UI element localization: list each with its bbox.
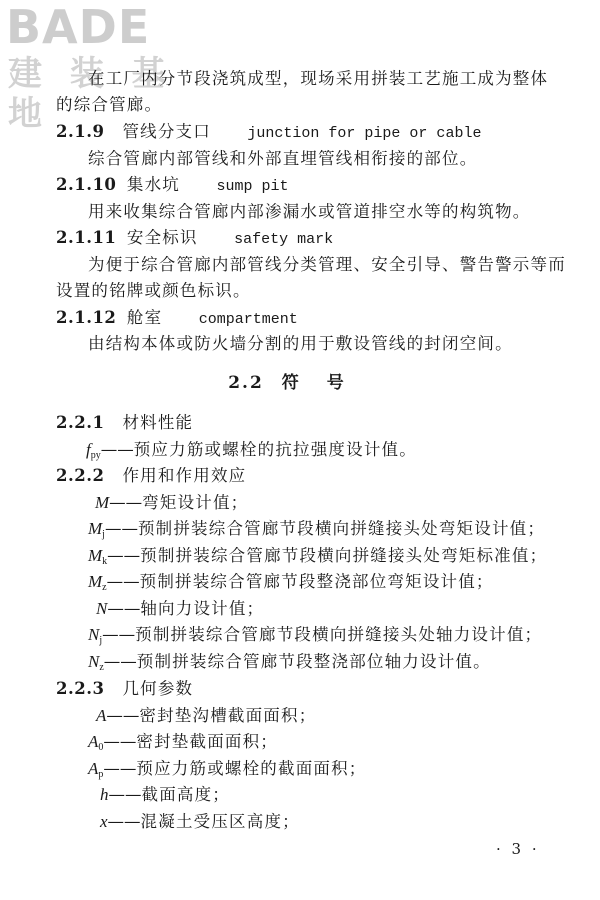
definition-term: 集水坑 xyxy=(126,175,180,194)
symbol: $N_z$ xyxy=(88,652,104,673)
definition-number: 2.1.9 xyxy=(56,122,105,141)
definition-term: 安全标识 xyxy=(126,228,198,247)
definition-heading xyxy=(56,305,298,333)
group-heading xyxy=(56,676,193,702)
symbol-dash: —— xyxy=(107,546,141,565)
group-title: 作用和作用效应 xyxy=(122,466,247,485)
symbol-description: 密封垫截面面积； xyxy=(136,732,278,751)
symbol-description: 预应力筋或螺栓的抗拉强度设计值。 xyxy=(133,440,417,459)
symbol-dash: —— xyxy=(103,652,137,671)
definition-desc: 由结构本体或防火墙分割的用于敷设管线的封闭空间。 xyxy=(88,334,513,353)
symbol-description: 预制拼装综合管廊节段整浇部位弯矩设计值； xyxy=(139,572,494,591)
section-heading xyxy=(0,370,600,396)
symbol-description: 密封垫沟槽截面面积； xyxy=(139,706,317,725)
definition-english: junction for pipe or cable xyxy=(247,125,482,142)
section-title: 符号 xyxy=(281,373,372,393)
definition-term: 管线分支口 xyxy=(122,122,211,141)
group-number: 2.2.3 xyxy=(56,679,105,698)
definition-english: safety mark xyxy=(234,231,334,248)
symbol-dash: —— xyxy=(106,706,140,725)
symbol: $M_z$ xyxy=(88,572,107,593)
symbol-dash: —— xyxy=(103,732,137,751)
symbol-description: 弯矩设计值； xyxy=(142,493,249,512)
group-number: 2.2.1 xyxy=(56,413,105,432)
symbol-description: 预制拼装综合管廊节段横向拼缝接头处弯矩设计值； xyxy=(137,519,546,538)
symbol: $M_k$ xyxy=(88,546,108,567)
page-number: · 3 · xyxy=(496,840,540,858)
group-number: 2.2.2 xyxy=(56,466,105,485)
symbol-dash: —— xyxy=(100,440,134,459)
intro-line-2: 的综合管廊。 xyxy=(56,95,163,114)
group-title: 材料性能 xyxy=(122,413,194,432)
symbol-dash: —— xyxy=(102,625,136,644)
symbol-dash: —— xyxy=(107,812,141,831)
symbol-dash: —— xyxy=(104,519,138,538)
definition-desc: 设置的铭牌或颜色标识。 xyxy=(56,281,251,300)
definition-number: 2.1.10 xyxy=(56,175,117,194)
watermark-brand: BADE xyxy=(6,0,151,54)
symbol: A xyxy=(96,706,107,725)
definition-english: sump pit xyxy=(216,178,289,195)
group-heading xyxy=(56,463,246,489)
watermark-chinese: 建 装 基 地 xyxy=(8,54,174,134)
symbol-description: 预应力筋或螺栓的截面面积； xyxy=(136,759,367,778)
symbol: $A_0$ xyxy=(88,732,104,753)
definition-term: 舱室 xyxy=(126,308,163,327)
definition-heading xyxy=(56,172,288,200)
definition-english: compartment xyxy=(198,311,298,328)
definition-heading xyxy=(56,119,481,147)
symbol-description: 混凝土受压区高度； xyxy=(140,812,300,831)
symbol-entry xyxy=(100,809,300,841)
symbol-dash: —— xyxy=(108,785,142,804)
symbol: M xyxy=(95,493,110,512)
symbol: $M_j$ xyxy=(88,519,105,540)
symbol-description: 预制拼装综合管廊节段整浇部位轴力设计值。 xyxy=(136,652,491,671)
definition-number: 2.1.12 xyxy=(56,308,117,327)
symbol-description: 预制拼装综合管廊节段横向拼缝接头处轴力设计值； xyxy=(135,625,543,644)
group-title: 几何参数 xyxy=(122,679,194,698)
symbol: N xyxy=(96,599,108,618)
symbol-description: 轴向力设计值； xyxy=(140,599,265,618)
intro-line-1: 在工厂内分节段浇筑成型，现场采用拼装工艺施工成为整体 xyxy=(88,69,549,88)
symbol-dash: —— xyxy=(109,493,143,512)
symbol-dash: —— xyxy=(106,572,140,591)
definition-desc: 用来收集综合管廊内部渗漏水或管道排空水等的构筑物。 xyxy=(88,202,531,221)
symbol-dash: —— xyxy=(103,759,137,778)
symbol-description: 预制拼装综合管廊节段横向拼缝接头处弯矩标准值； xyxy=(140,546,548,565)
symbol-description: 截面高度； xyxy=(141,785,230,804)
symbol: x xyxy=(100,812,108,831)
symbol: $A_p$ xyxy=(88,759,104,780)
symbol: h xyxy=(100,785,109,804)
section-number: 2.2 xyxy=(228,373,264,393)
symbol: $f_{py}$ xyxy=(86,440,101,461)
symbol-dash: —— xyxy=(107,599,141,618)
definition-desc: 综合管廊内部管线和外部直埋管线相衔接的部位。 xyxy=(88,149,478,168)
symbol: $N_j$ xyxy=(88,625,103,646)
definition-heading xyxy=(56,225,333,253)
definition-desc: 为便于综合管廊内部管线分类管理、安全引导、警告警示等而 xyxy=(88,255,566,274)
group-heading xyxy=(56,410,193,436)
definition-number: 2.1.11 xyxy=(56,228,117,247)
